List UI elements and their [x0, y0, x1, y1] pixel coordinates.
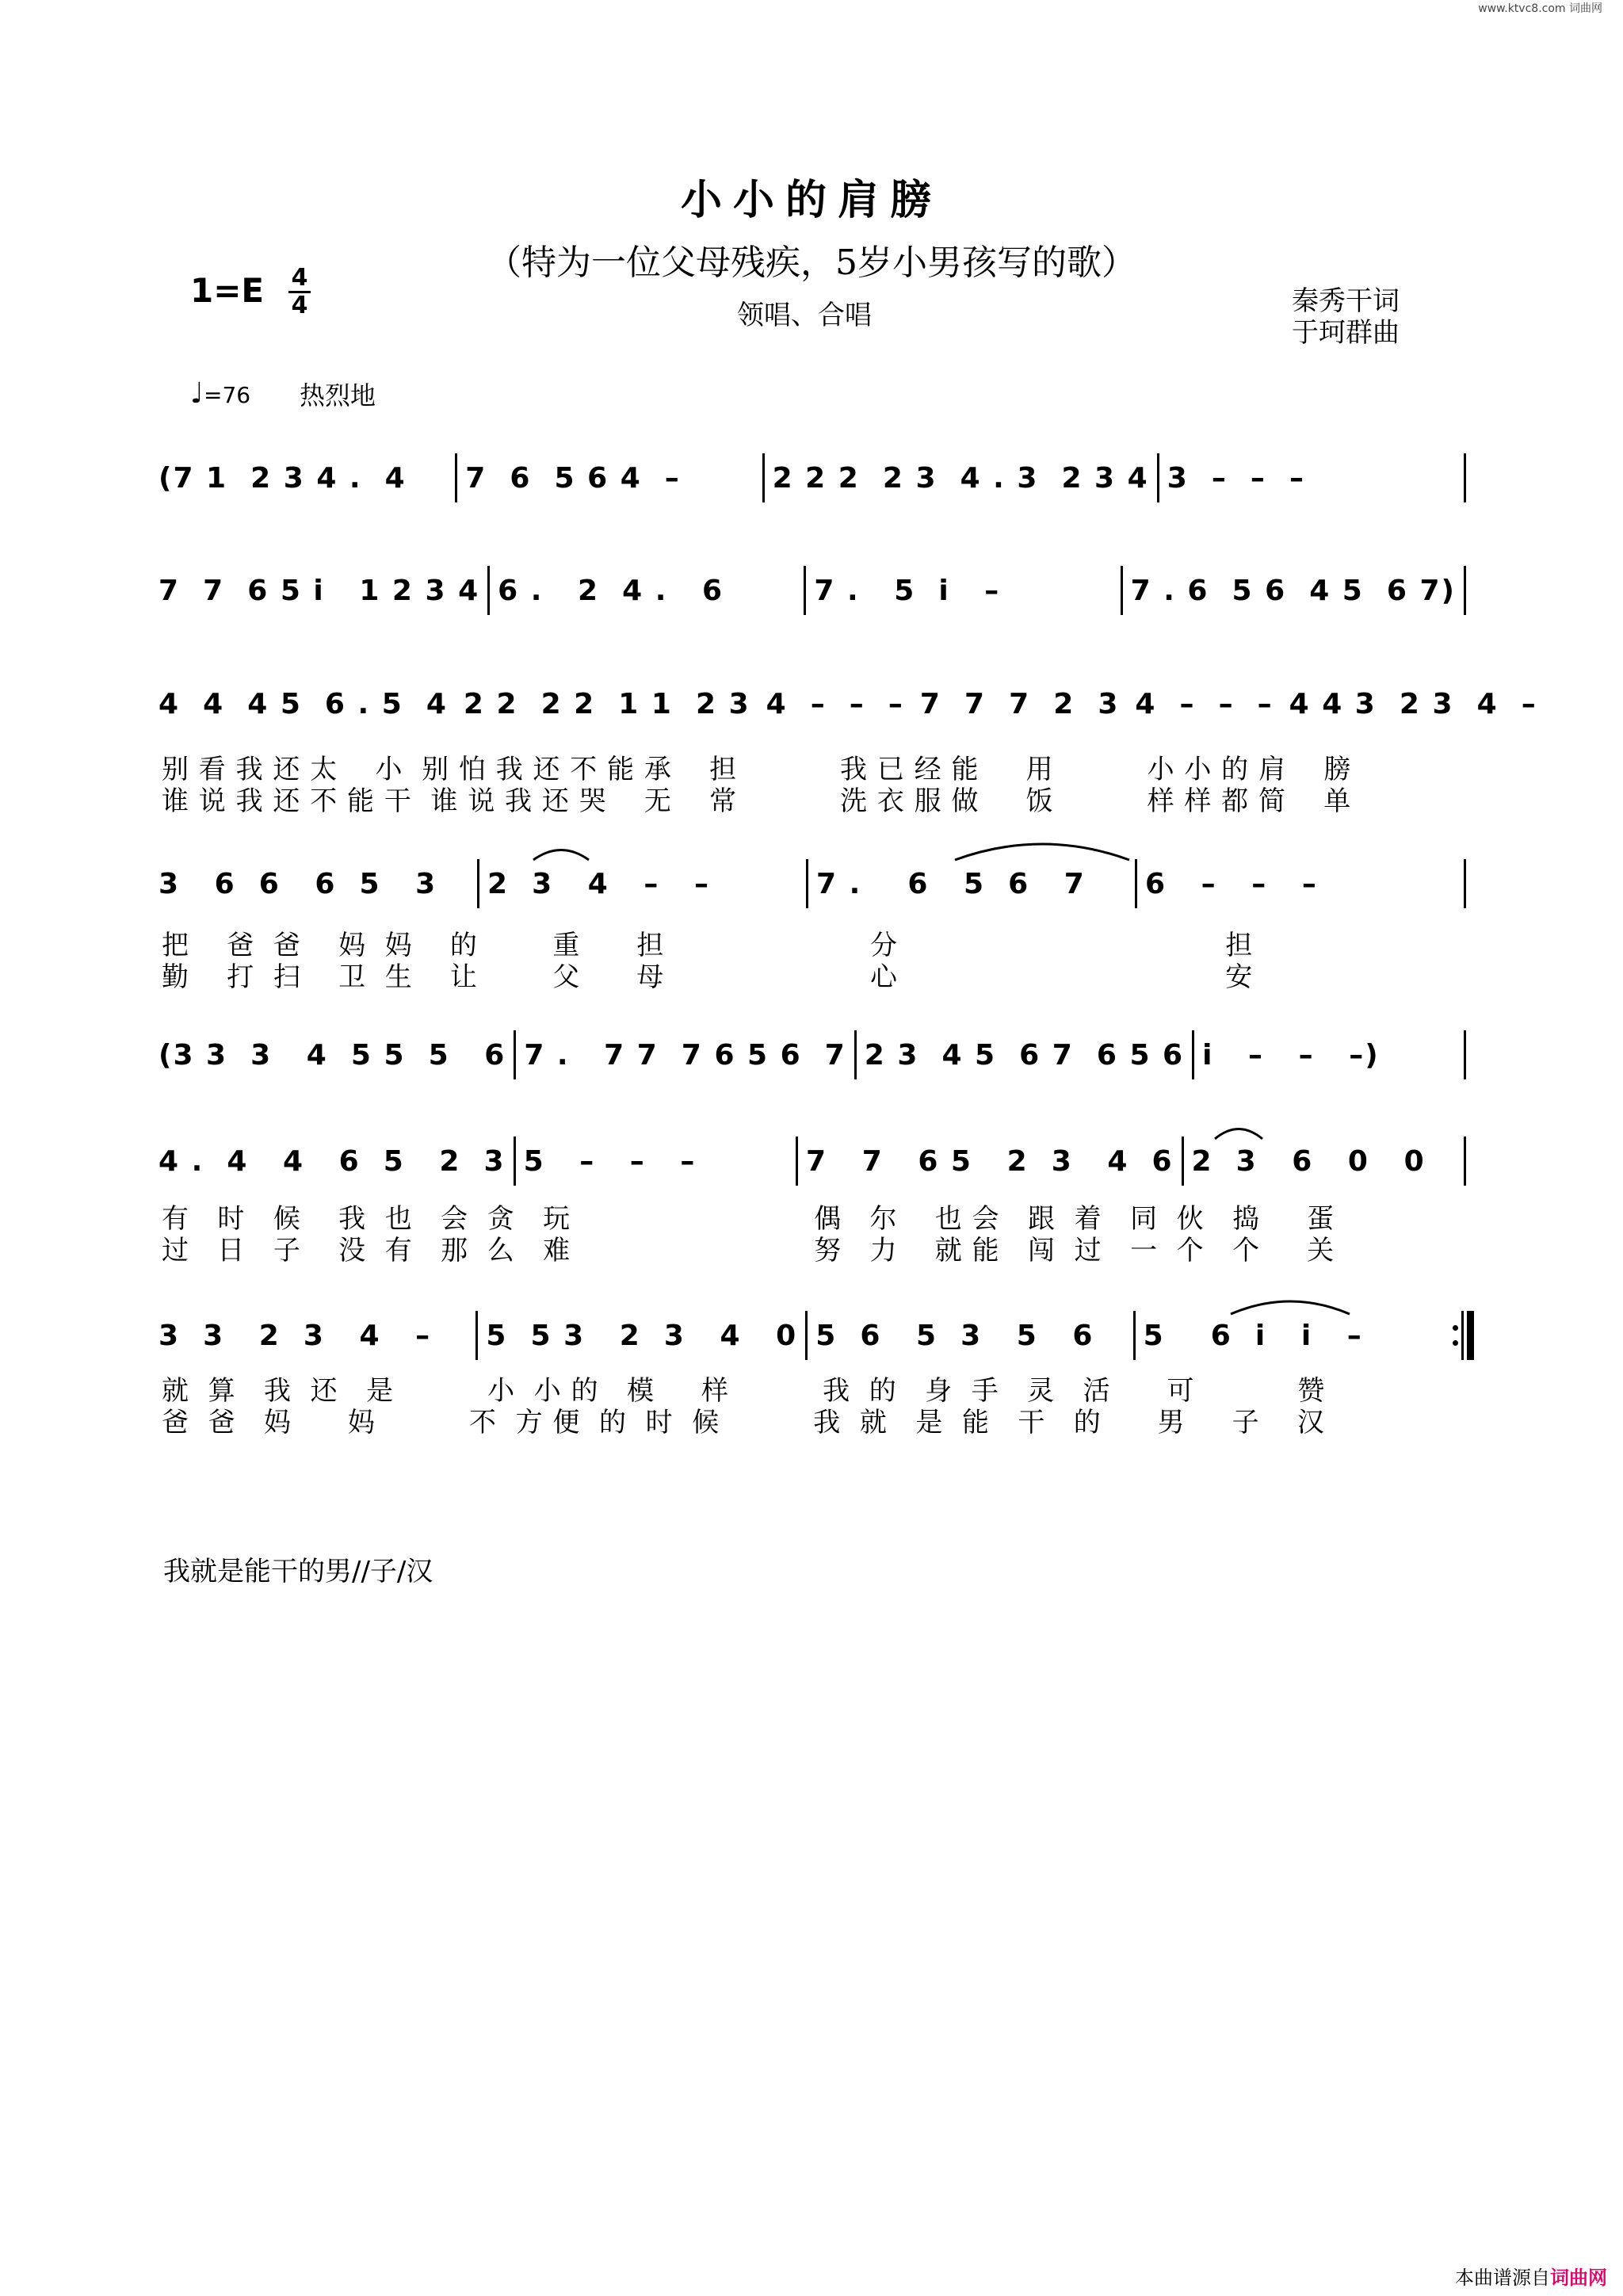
slur-mark	[1211, 1119, 1266, 1143]
barline	[806, 859, 808, 908]
measure: 2 3 6 0 0	[1191, 1144, 1426, 1178]
measure: 7 6 5 6 4 –	[465, 461, 681, 495]
score-line-5	[158, 1027, 1474, 1083]
measure: 5 5 3 2 3 4 0	[486, 1319, 798, 1352]
barline	[1192, 1030, 1194, 1079]
song-subtitle: （特为一位父母残疾，5岁小男孩写的歌）	[487, 243, 1136, 283]
site-watermark: www.ktvc8.com 词曲网	[1478, 2, 1602, 15]
measure: 5 6 i i –	[1143, 1319, 1363, 1352]
composer-credit: 于珂群曲	[1292, 317, 1400, 349]
score-line-6	[158, 1133, 1474, 1189]
time-signature-top: 4	[291, 264, 308, 292]
footnote-text: 我就是能干的男//子/汉	[163, 1556, 433, 1587]
measure: i – – –)	[1202, 1038, 1380, 1072]
measure: 4 – – –	[766, 687, 904, 720]
barline	[1464, 859, 1466, 908]
measure: 7 . 6 5 6 7	[816, 867, 1086, 900]
barline	[514, 1137, 516, 1186]
barline	[1464, 1030, 1466, 1079]
barline	[514, 1030, 516, 1079]
measure: 7 . 5 i –	[814, 574, 1001, 607]
measure: (7 1 2 3 4 . 4	[158, 461, 407, 495]
measure: 2 2 2 2 1 1 2 3	[463, 687, 750, 720]
measure: 4 – – –	[1135, 687, 1274, 720]
barline	[1464, 453, 1466, 502]
lyrics-line-3-verse-2: 谁 说 我 还 不 能 干 谁 说 我 还 哭 无 常 洗 衣 服 做 饭 样 样 都 简 单	[162, 785, 1352, 817]
time-signature	[288, 266, 311, 318]
barline	[455, 453, 457, 502]
lyrics-line-4-verse-2: 勤 打 扫 卫 生 让 父 母 心 安	[162, 961, 1254, 993]
measure: 7 7 6 5 i 1 2 3 4	[158, 574, 480, 607]
measure: 5 6 5 3 5 6	[815, 1319, 1094, 1352]
score-line-7	[158, 1308, 1474, 1363]
measure: 5 – – –	[523, 1144, 697, 1178]
measure: 2 2 2 2 3 4 . 3 2 3 4	[772, 461, 1149, 495]
measure: 4 4 3 2 3 4 –	[1289, 687, 1537, 720]
quarter-note-icon: ♩	[190, 377, 204, 410]
measure: 7 . 7 7 7 6 5 6 7	[524, 1038, 846, 1072]
lyrics-line-3-verse-1: 别 看 我 还 太 小 别 怕 我 还 不 能 承 担 我 已 经 能 用 小 小 的 肩 膀	[162, 754, 1352, 785]
measure: 6 – – –	[1145, 867, 1318, 900]
tempo-marking	[190, 377, 250, 410]
barline	[477, 859, 479, 908]
measure: 3 6 6 6 5 3	[158, 867, 437, 900]
source-credit-prefix: 本曲谱源自	[1455, 2267, 1550, 2289]
barline	[762, 453, 765, 502]
lyrics-line-7-verse-2: 爸 爸 妈 妈 不 方 便 的 时 候 我 就 是 能 干 的 男 子 汉	[162, 1407, 1325, 1438]
barline	[487, 566, 490, 615]
lyrics-line-6-verse-1: 有 时 候 我 也 会 贪 玩 偶 尔 也 会 跟 着 同 伙 捣 蛋	[162, 1203, 1335, 1235]
measure: 4 4 4 5 6 . 5 4	[158, 687, 448, 720]
barline	[805, 1311, 808, 1360]
barline	[1464, 566, 1466, 615]
barline	[1464, 1137, 1466, 1186]
time-signature-bottom: 4	[291, 292, 308, 319]
measure: 7 7 7 2 3	[919, 687, 1120, 720]
barline	[475, 1311, 478, 1360]
slur-mark	[529, 840, 593, 864]
slur-mark	[1227, 1292, 1354, 1316]
measure: 3 3 2 3 4 –	[158, 1319, 432, 1352]
barline	[1133, 1311, 1136, 1360]
barline	[1157, 453, 1159, 502]
song-title: 小小的肩膀	[680, 176, 942, 224]
measure: 2 3 4 – –	[487, 867, 711, 900]
measure: 6 . 2 4 . 6	[498, 574, 724, 607]
score-line-1	[158, 450, 1474, 506]
slur-mark	[951, 832, 1133, 864]
barline	[1135, 859, 1137, 908]
measure: 2 3 4 5 6 7 6 5 6	[864, 1038, 1185, 1072]
expression-marking: 热烈地	[300, 380, 376, 411]
barline	[1121, 566, 1123, 615]
score-line-2	[158, 563, 1474, 618]
tempo-value: =76	[203, 382, 251, 408]
barline	[804, 566, 806, 615]
barline	[1182, 1137, 1184, 1186]
voice-parts: 领唱、合唱	[737, 300, 872, 331]
key-signature: 1=E	[190, 271, 265, 310]
end-repeat-sign	[1453, 1311, 1474, 1360]
measure: (3 3 3 4 5 5 5 6	[158, 1038, 506, 1072]
lyrics-line-4-verse-1: 把 爸 爸 妈 妈 的 重 担 分 担	[162, 930, 1254, 961]
lyrics-line-7-verse-1: 就 算 我 还 是 小 小 的 模 样 我 的 身 手 灵 活 可 赞	[162, 1375, 1326, 1407]
measure: 7 . 6 5 6 4 5 6 7)	[1130, 574, 1456, 607]
source-brand-link[interactable]: 词曲网	[1550, 2267, 1607, 2289]
barline	[796, 1137, 798, 1186]
measure: 3 – – –	[1167, 461, 1305, 495]
lyricist-credit: 秦秀干词	[1292, 285, 1400, 317]
barline	[854, 1030, 857, 1079]
lyrics-line-6-verse-2: 过 日 子 没 有 那 么 难 努 力 就 能 闯 过 一 个 个 关	[162, 1235, 1335, 1266]
measure: 7 7 6 5 2 3 4 6	[806, 1144, 1174, 1178]
score-line-4	[158, 856, 1474, 911]
score-line-3	[158, 676, 1537, 732]
measure: 4 . 4 4 6 5 2 3	[158, 1144, 506, 1178]
source-credit	[1455, 2262, 1607, 2290]
